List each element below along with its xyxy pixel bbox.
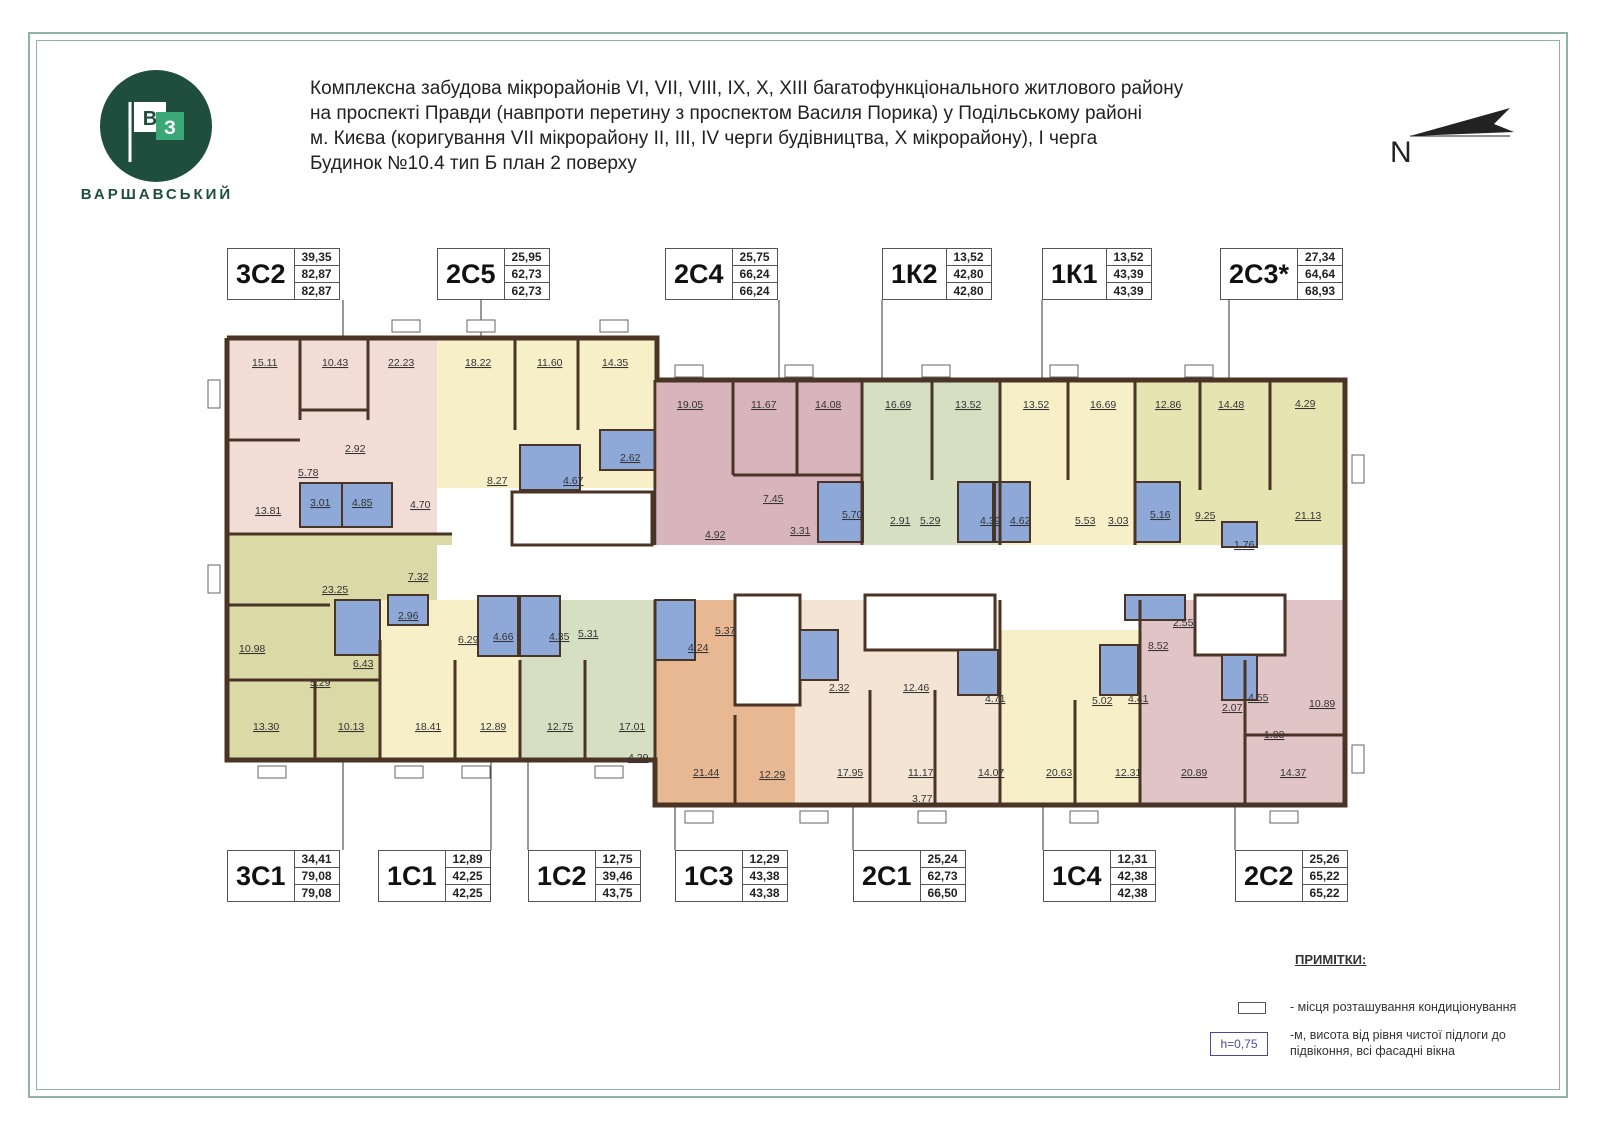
room-area: 2.55	[1173, 617, 1194, 629]
room-area: 2.32	[829, 682, 850, 694]
height-legend-label: h=0,75	[1220, 1037, 1258, 1051]
room-area: 1.88	[1264, 729, 1285, 741]
room-area: 22.23	[388, 357, 415, 369]
room-area: 5.29	[920, 515, 941, 527]
room-area: 3.77	[912, 793, 933, 805]
room-area: 14.08	[815, 399, 842, 411]
room-area: 8.52	[1148, 640, 1169, 652]
room-area: 4.41	[1128, 693, 1149, 705]
room-area: 2.92	[345, 443, 366, 455]
room-area: 4.66	[493, 631, 514, 643]
room-area: 4.71	[985, 693, 1006, 705]
room-area: 16.69	[1090, 399, 1117, 411]
room-area: 4.55	[1248, 692, 1269, 704]
room-area: 4.29	[1295, 398, 1316, 410]
corridor	[437, 545, 1345, 600]
room-area: 6.43	[353, 658, 374, 670]
room-area: 3.01	[310, 497, 331, 509]
room-area: 5.31	[578, 628, 599, 640]
apartment-label-1k2: 1К2 13,52 42,80 42,80	[882, 248, 992, 300]
room-area: 4.62	[1010, 515, 1031, 527]
apartment-label-3c2: 3С2 39,35 82,87 82,87	[227, 248, 340, 300]
room-area: 2.07	[1222, 702, 1243, 714]
room-area: 12.46	[903, 682, 930, 694]
room-area: 21.13	[1295, 510, 1322, 522]
apartment-label-2c5: 2С5 25,95 62,73 62,73	[437, 248, 550, 300]
room-area: 20.89	[1181, 767, 1208, 779]
apartment-label-1c2: 1С2 12,75 39,46 43,75	[528, 850, 641, 902]
room-area: 4.35	[549, 631, 570, 643]
room-area: 19.05	[677, 399, 704, 411]
room-area: 13.81	[255, 505, 282, 517]
room-area: 5.53	[1075, 515, 1096, 527]
lift-core-mid	[865, 595, 995, 650]
room-area: 16.69	[885, 399, 912, 411]
room-area: 14.07	[978, 767, 1005, 779]
room-area: 5.29	[310, 677, 331, 689]
logo-letter-z: З	[164, 118, 176, 139]
room-area: 3.31	[790, 525, 811, 537]
apartment-label-1c1: 1С1 12,89 42,25 42,25	[378, 850, 491, 902]
room-area: 11.60	[537, 357, 563, 369]
ac-legend-box	[1238, 1002, 1266, 1014]
room-area: 14.35	[602, 357, 629, 369]
stair-core-right	[1195, 595, 1285, 655]
room-area: 4.24	[688, 642, 709, 654]
room-area: 12.89	[480, 721, 507, 733]
room-area: 4.39	[980, 515, 1001, 527]
room-area: 12.31	[1115, 767, 1142, 779]
room-area: 2.62	[620, 452, 641, 464]
title-line-2: на проспекті Правди (навпроти перетину з проспектом Василя Порика) у Подільському районі	[310, 103, 1142, 124]
room-area: 2.96	[398, 610, 419, 622]
room-area: 8.27	[487, 475, 508, 487]
room-area: 17.95	[837, 767, 864, 779]
title-line-3: м. Києва (коригування VII мікрорайону II, III, IV черги будівництва, X мікрорайону), I черга	[310, 128, 1098, 149]
height-note-line1: -м, висота від рівня чистої підлоги до	[1290, 1028, 1506, 1042]
room-area: 18.22	[465, 357, 492, 369]
room-area: 10.98	[239, 643, 266, 655]
height-legend-box	[1210, 1032, 1268, 1056]
apartment-label-1c3: 1С3 12,29 43,38 43,38	[675, 850, 788, 902]
title-line-1: Комплексна забудова мікрорайонів VI, VII, VIII, IX, X, XIII багатофункціонального житлового району	[310, 78, 1184, 99]
room-area: 4.29	[628, 752, 649, 764]
apartment-label-1k1: 1К1 13,52 43,39 43,39	[1042, 248, 1152, 300]
room-area: 13.30	[253, 721, 280, 733]
height-note-line2: підвіконня, всі фасадні вікна	[1290, 1044, 1455, 1058]
apartment-label-2c4: 2С4 25,75 66,24 66,24	[665, 248, 778, 300]
room-area: 13.52	[955, 399, 982, 411]
room-area: 1.76	[1234, 539, 1255, 551]
apartment-label-1c4: 1С4 12,31 42,38 42,38	[1043, 850, 1156, 902]
apartment-label-2c3: 2С3* 27,34 64,64 68,93	[1220, 248, 1343, 300]
room-area: 2.91	[890, 515, 911, 527]
apartment-label-3c1: 3С1 34,41 79,08 79,08	[227, 850, 340, 902]
room-area: 3.03	[1108, 515, 1129, 527]
logo-letter-v: В	[142, 108, 158, 130]
room-area: 18.41	[415, 721, 442, 733]
room-area: 14.48	[1218, 399, 1245, 411]
ac-note: - місця розташування кондиціонування	[1290, 1000, 1517, 1014]
logo-brand-text: ВАРШАВСЬКИЙ	[80, 186, 234, 203]
room-area: 4.92	[705, 529, 726, 541]
stair-core-mid	[735, 595, 800, 705]
room-area: 10.89	[1309, 698, 1336, 710]
room-area: 21.44	[693, 767, 720, 779]
room-area: 20.63	[1046, 767, 1073, 779]
room-area: 4.85	[352, 497, 373, 509]
room-area: 4.67	[563, 475, 584, 487]
apartment-label-2c1: 2С1 25,24 62,73 66,50	[853, 850, 966, 902]
room-area: 12.29	[759, 769, 786, 781]
room-area: 9.25	[1195, 510, 1216, 522]
room-area: 11.67	[751, 399, 777, 411]
room-area: 15.11	[252, 357, 278, 369]
room-area: 17.01	[619, 721, 646, 733]
room-area: 13.52	[1023, 399, 1050, 411]
room-area: 5.16	[1150, 509, 1171, 521]
room-area: 7.45	[763, 493, 784, 505]
room-area: 14.37	[1280, 767, 1307, 779]
room-area: 12.86	[1155, 399, 1182, 411]
notes-title: ПРИМІТКИ:	[1295, 952, 1367, 967]
apartment-label-2c2: 2С2 25,26 65,22 65,22	[1235, 850, 1348, 902]
room-area: 10.13	[338, 721, 365, 733]
room-area: 12.75	[547, 721, 574, 733]
room-area: 6.29	[458, 634, 479, 646]
north-label: N	[1390, 136, 1412, 169]
room-area: 5.78	[298, 467, 319, 479]
room-area: 5.37	[715, 625, 736, 637]
room-area: 10.43	[322, 357, 349, 369]
title-line-4: Будинок №10.4 тип Б план 2 поверху	[310, 153, 637, 174]
lift-core-left	[512, 492, 652, 545]
room-area: 5.02	[1092, 695, 1113, 707]
room-area: 11.17	[908, 767, 934, 779]
room-area: 23.25	[322, 584, 349, 596]
room-area: 5.70	[842, 509, 863, 521]
room-area: 7.32	[408, 571, 429, 583]
room-area: 4.70	[410, 499, 431, 511]
